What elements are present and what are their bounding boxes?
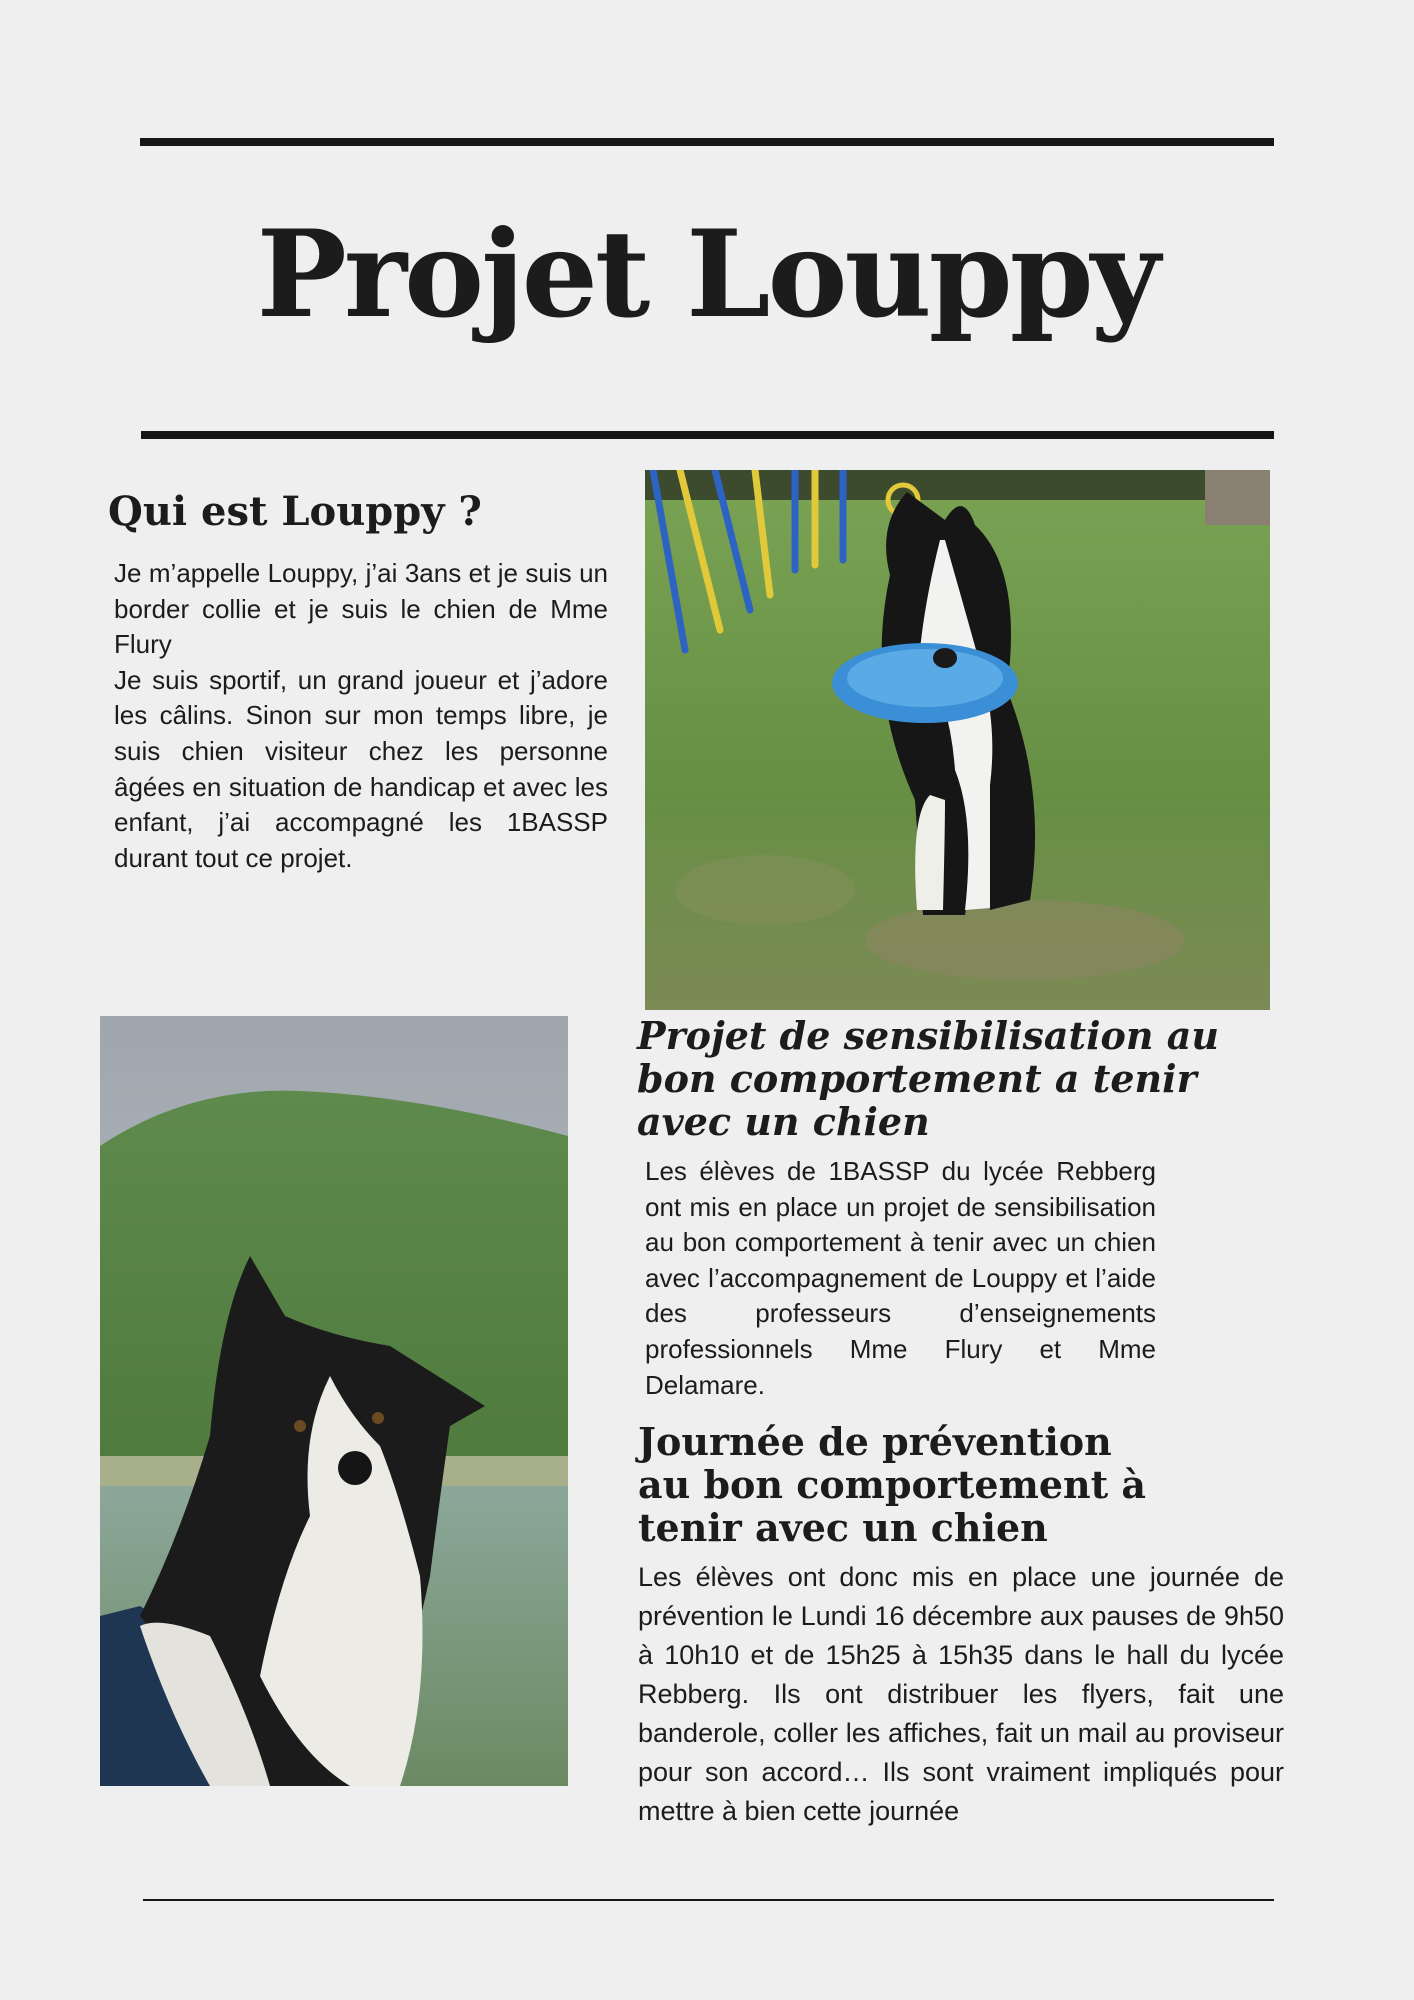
dog-portrait-photo [100, 1016, 568, 1786]
who-heading: Qui est Louppy ? [108, 488, 482, 535]
day-text: Les élèves ont donc mis en place une journée de prévention le Lundi 16 décembre aux pauses de 9h50 à 10h10 et de 15h25 à 15h35 dans le hall du lycée Rebberg. Ils ont distribuer les flyers, fait une banderole, coller les affiches, fait un mail au proviseur pour son accord… Ils sont vraiment impliqués pour mettre à bien cette journée [638, 1562, 1284, 1826]
day-heading: Journée de prévention au bon comportement à tenir avec un chien [638, 1419, 1147, 1550]
who-text [114, 556, 608, 876]
bottom-rule [143, 1899, 1274, 1901]
who-paragraph-2: Je suis sportif, un grand joueur et j’adore les câlins. Sinon sur mon temps libre, je suis chien visiteur chez les personne âgées en situation de handicap et avec les enfant, j’ai accompagné les 1BASSP durant tout ce projet. [114, 664, 608, 873]
dog-frisbee-photo [645, 470, 1270, 1010]
title-underline-rule [141, 431, 1274, 439]
top-rule [140, 138, 1274, 146]
project-heading: Projet de sensibilisation au bon comportement a tenir avec un chien [637, 1013, 1219, 1144]
project-text: Les élèves de 1BASSP du lycée Rebberg ont mis en place un projet de sensibilisation au bon comportement à tenir avec un chien avec l’accompagnement de Louppy et l’aide des professeurs d’enseignements professionnels Mme Flury et Mme Delamare. [645, 1156, 1156, 1400]
who-paragraph-1: Je m’appelle Louppy, j’ai 3ans et je suis un border collie et je suis le chien de Mme Flury [114, 558, 608, 660]
page-title: Projet Louppy [256, 204, 1158, 345]
